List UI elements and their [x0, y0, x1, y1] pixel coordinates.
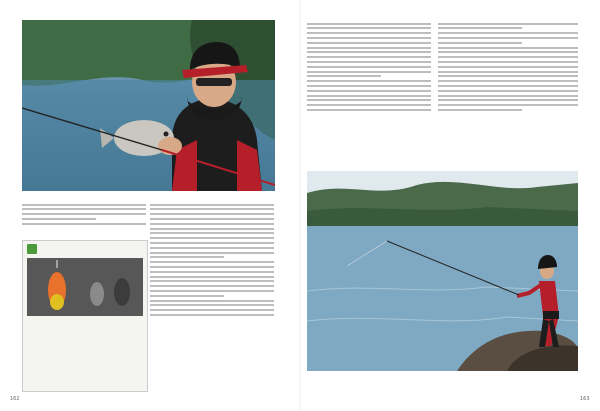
right-page-number: 163: [580, 396, 590, 402]
sidebar-title: [27, 244, 37, 254]
angler-with-catch-illustration: [22, 20, 275, 191]
body-column-2: [150, 201, 274, 381]
tackle-photo: [27, 258, 143, 316]
page-gutter: [299, 0, 301, 411]
body-column-4: [438, 20, 578, 165]
angler-casting-photo: [307, 171, 578, 371]
float-illustration: [27, 258, 143, 316]
body-column-3: [307, 20, 431, 165]
angler-casting-illustration: [307, 171, 578, 371]
left-page-number: 162: [10, 396, 20, 402]
equipment-sidebar: [22, 240, 148, 392]
angler-with-catch-photo: [22, 20, 275, 191]
